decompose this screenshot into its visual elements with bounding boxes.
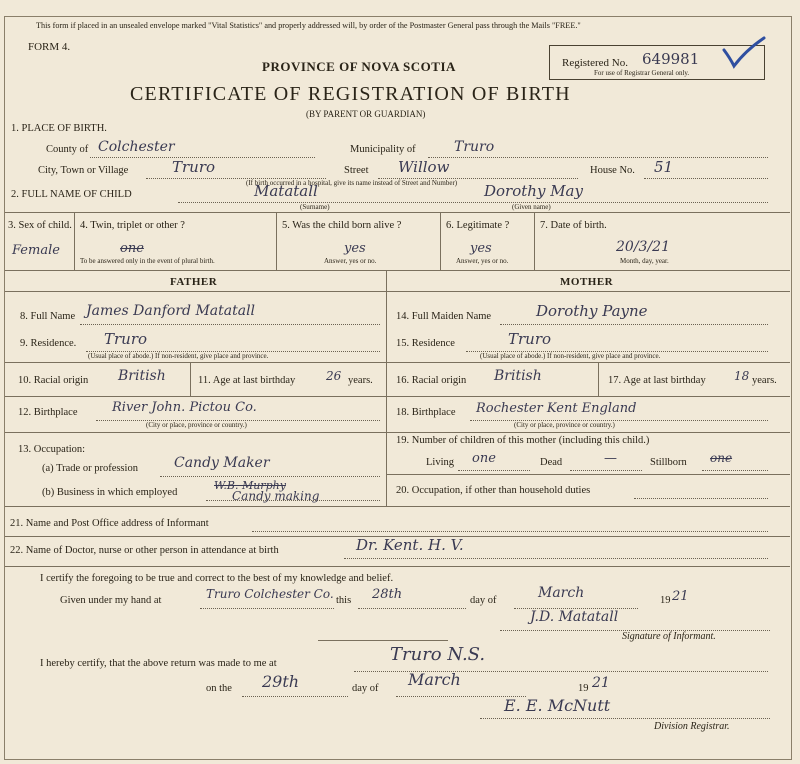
- legitimate-label: 6. Legitimate ?: [446, 220, 510, 231]
- certify-month: March: [538, 585, 585, 601]
- certify-this-label: this: [336, 595, 352, 606]
- mother-occupation-label: 20. Occupation, if other than household duties: [396, 485, 591, 496]
- registrar-place: Truro N.S.: [390, 644, 486, 665]
- mother-age: 18: [734, 369, 750, 383]
- mother-birthplace-label: 18. Birthplace: [396, 407, 456, 418]
- father-years: years.: [348, 375, 373, 386]
- certify-day-of-label: day of: [470, 595, 497, 606]
- mother-racial: British: [494, 368, 542, 384]
- certify-place: Truro Colchester Co.: [206, 587, 334, 601]
- registrar-signature-label: Division Registrar.: [654, 721, 730, 732]
- sex-value: Female: [12, 243, 60, 258]
- city-label: City, Town or Village: [38, 165, 129, 176]
- mother-residence-note: (Usual place of abode.) If non-resident, give place and province.: [480, 352, 661, 360]
- mother-name-label: 14. Full Maiden Name: [396, 311, 492, 322]
- registrar-year-prefix: 19: [578, 683, 589, 694]
- street-label: Street: [344, 165, 369, 176]
- registered-label: Registered No.: [562, 57, 628, 69]
- child-name-label: 2. FULL NAME OF CHILD: [11, 189, 132, 200]
- children-count-label: 19. Number of children of this mother (including this child.): [396, 435, 650, 446]
- doctor-value: Dr. Kent. H. V.: [356, 536, 464, 554]
- municipality-label: Municipality of: [350, 144, 416, 155]
- twin-label: 4. Twin, triplet or other ?: [80, 220, 185, 231]
- mother-racial-label: 16. Racial origin: [396, 375, 467, 386]
- certificate-subtitle: (BY PARENT OR GUARDIAN): [306, 109, 426, 119]
- certificate-title: CERTIFICATE OF REGISTRATION OF BIRTH: [130, 83, 571, 105]
- father-residence-label: 9. Residence.: [20, 338, 77, 349]
- registration-number: 649981: [642, 50, 700, 68]
- father-age: 26: [326, 369, 342, 383]
- trade-value: Candy Maker: [174, 455, 270, 471]
- street-value: Willow: [398, 158, 450, 176]
- twin-note: To be answered only in the event of plural birth.: [80, 257, 215, 265]
- mother-name: Dorothy Payne: [536, 302, 648, 320]
- informant-signature-label: Signature of Informant.: [622, 631, 716, 642]
- legitimate-note: Answer, yes or no.: [456, 257, 509, 265]
- date-label: 7. Date of birth.: [540, 220, 607, 231]
- father-header: FATHER: [170, 276, 218, 288]
- alive-note: Answer, yes or no.: [324, 257, 377, 265]
- house-value: 51: [654, 158, 674, 176]
- surname-caption: (Surname): [300, 203, 330, 211]
- alive-value: yes: [344, 241, 366, 256]
- father-age-label: 11. Age at last birthday: [198, 375, 296, 386]
- father-residence: Truro: [104, 330, 148, 348]
- mail-notice: This form if placed in an unsealed envelope marked "Vital Statistics" and properly addressed will, by order of the Postmaster General pass through the Mails "FREE.": [36, 21, 581, 30]
- province-heading: PROVINCE OF NOVA SCOTIA: [262, 59, 456, 74]
- mother-birthplace-note: (City or place, province or country.): [514, 421, 615, 429]
- legitimate-value: yes: [470, 241, 492, 256]
- house-label: House No.: [590, 165, 635, 176]
- child-given-name: Dorothy May: [484, 182, 583, 200]
- certify-text: I certify the foregoing to be true and correct to the best of my knowledge and belief.: [40, 573, 394, 584]
- father-name: James Danford Matatall: [86, 303, 256, 319]
- registrar-day: 29th: [262, 672, 300, 691]
- place-of-birth-heading: 1. PLACE OF BIRTH.: [11, 123, 107, 134]
- business-struck-value: W.B. Murphy: [214, 479, 286, 492]
- dead-label: Dead: [540, 457, 563, 468]
- sex-label: 3. Sex of child.: [8, 220, 72, 231]
- dead-value: —: [604, 451, 617, 466]
- father-racial: British: [118, 368, 166, 384]
- registrar-note: For use of Registrar General only.: [594, 69, 690, 77]
- registrar-month: March: [408, 670, 461, 689]
- mother-residence-label: 15. Residence: [396, 338, 455, 349]
- city-value: Truro: [172, 158, 216, 176]
- registrar-year: 21: [592, 675, 610, 691]
- form-number: FORM 4.: [28, 41, 71, 53]
- date-note: Month, day, year.: [620, 257, 669, 265]
- given-caption: (Given name): [512, 203, 551, 211]
- doctor-label: 22. Name of Doctor, nurse or other person in attendance at birth: [10, 545, 279, 556]
- father-birthplace-note: (City or place, province or country.): [146, 421, 247, 429]
- business-value: Candy making: [232, 489, 320, 503]
- occupation-label: 13. Occupation:: [18, 444, 86, 455]
- stillborn-value: one: [710, 451, 733, 465]
- given-under-hand-label: Given under my hand at: [60, 595, 162, 606]
- form-border: [4, 16, 792, 760]
- informant-label: 21. Name and Post Office address of Informant: [10, 518, 209, 529]
- father-name-label: 8. Full Name: [20, 311, 76, 322]
- informant-signature: J.D. Matatall: [530, 609, 619, 625]
- living-label: Living: [426, 457, 454, 468]
- mother-birthplace: Rochester Kent England: [476, 401, 637, 416]
- hospital-note: (If birth occurred in a hospital, give its name instead of Street and Number): [246, 179, 458, 187]
- county-value: Colchester: [98, 139, 175, 155]
- child-surname: Matatall: [254, 182, 318, 200]
- certify-day: 28th: [372, 587, 403, 602]
- father-residence-note: (Usual place of abode.) If non-resident, give place and province.: [88, 352, 269, 360]
- registrar-certify-text: I hereby certify, that the above return was made to me at: [40, 658, 277, 669]
- alive-label: 5. Was the child born alive ?: [282, 220, 402, 231]
- trade-label: (a) Trade or profession: [42, 463, 138, 474]
- registrar-day-of-label: day of: [352, 683, 379, 694]
- date-value: 20/3/21: [616, 239, 670, 255]
- registrar-on-label: on the: [206, 683, 232, 694]
- father-birthplace-label: 12. Birthplace: [18, 407, 78, 418]
- mother-header: MOTHER: [560, 276, 614, 288]
- registrar-signature: E. E. McNutt: [504, 696, 611, 715]
- mother-residence: Truro: [508, 330, 552, 348]
- father-racial-label: 10. Racial origin: [18, 375, 89, 386]
- certify-year-prefix: 19: [660, 595, 671, 606]
- mother-years: years.: [752, 375, 777, 386]
- mother-age-label: 17. Age at last birthday: [608, 375, 706, 386]
- municipality-value: Truro: [454, 139, 495, 155]
- county-label: County of: [46, 144, 89, 155]
- father-birthplace: River John. Pictou Co.: [112, 400, 257, 415]
- certify-year: 21: [672, 589, 689, 604]
- stillborn-label: Stillborn: [650, 457, 687, 468]
- business-label: (b) Business in which employed: [42, 487, 178, 498]
- living-value: one: [472, 451, 496, 466]
- twin-value: one: [120, 241, 144, 256]
